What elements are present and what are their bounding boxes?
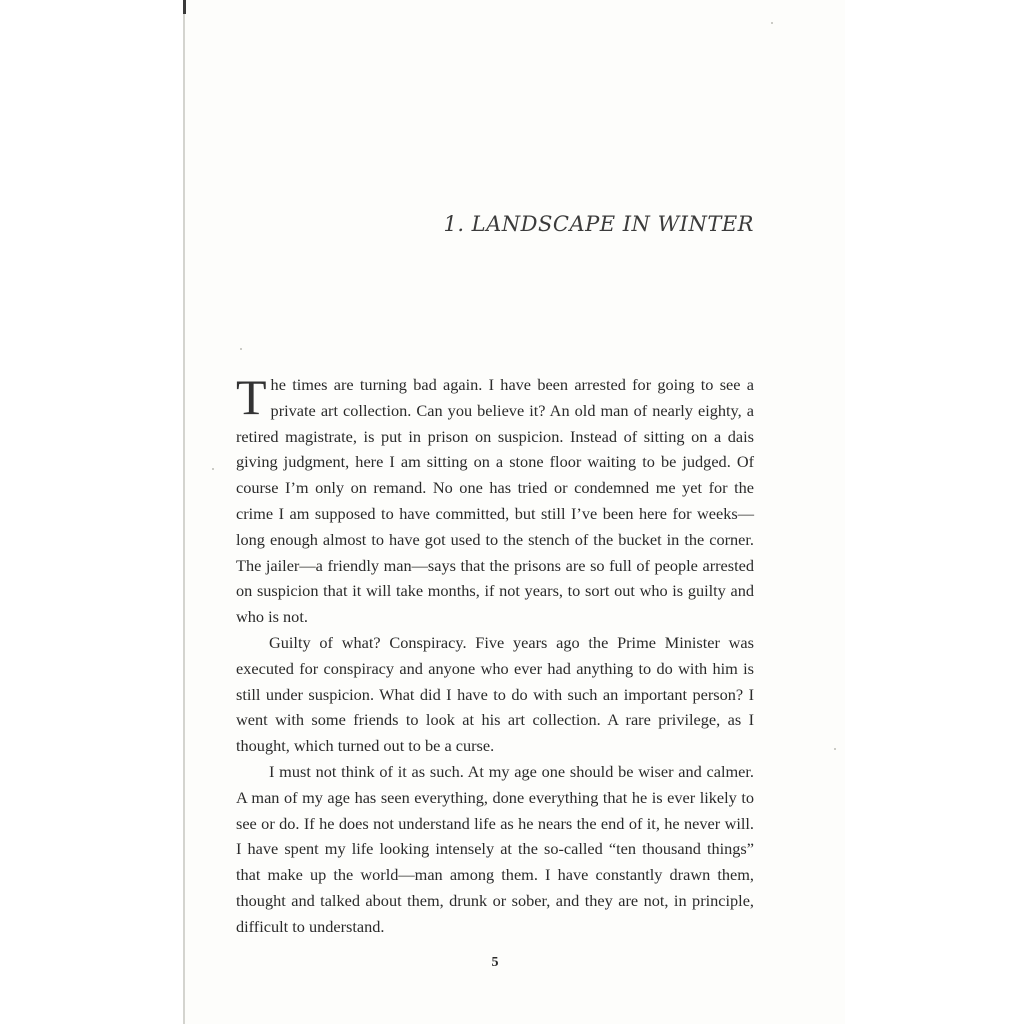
chapter-title: 1. LANDSCAPE IN WINTER [443, 212, 754, 236]
paragraph-3: I must not think of it as such. At my age one should be wiser and calmer. A man of my age has seen everything, done everything that he is ever likely to see or do. If he does not understand life as he nears the end of it, he never will. I have spent my life looking intensely at the so-called “ten thousand things” that make up the world—man among them. I have constantly drawn them, thought and talked about them, drunk or sober, and they are not, in principle, difficult to understand. [236, 761, 754, 936]
page-number: 5 [491, 955, 499, 970]
paper-speck [212, 468, 214, 470]
binding-shadow [183, 0, 186, 14]
drop-cap: T [236, 369, 267, 425]
body-text [236, 369, 754, 940]
paper-speck [834, 748, 836, 750]
paper-speck [240, 348, 242, 350]
paper-speck [771, 22, 773, 24]
paragraph-text: he times are turning bad again. I have been arrested for going to see a private art collection. Can you believe it? An old man of nearly eighty, a retired magistrate, is put in prison on suspicion. Instead of sitting on a dais giving judgment, here I am sitting on a stone floor waiting to be judged. Of course I’m only on remand. No one has tried or condemned me yet for the crime I am supposed to have committed, but still I’ve been here for weeks—long enough almost to have got used to the stench of the bucket in the corner. The jailer—a friendly man—says that the prisons are so full of people arrested on suspicion that it will take months, if not years, to sort out who is guilty and who is not. [236, 375, 754, 627]
paragraph-2: Guilty of what? Conspiracy. Five years ago the Prime Minister was executed for conspiracy and anyone who ever had anything to do with him is still under suspicion. What did I have to do with such an important person? I went with some friends to look at his art collection. A rare privilege, as I thought, which turned out to be a curse. [236, 632, 754, 756]
paragraph-1 [236, 369, 754, 630]
